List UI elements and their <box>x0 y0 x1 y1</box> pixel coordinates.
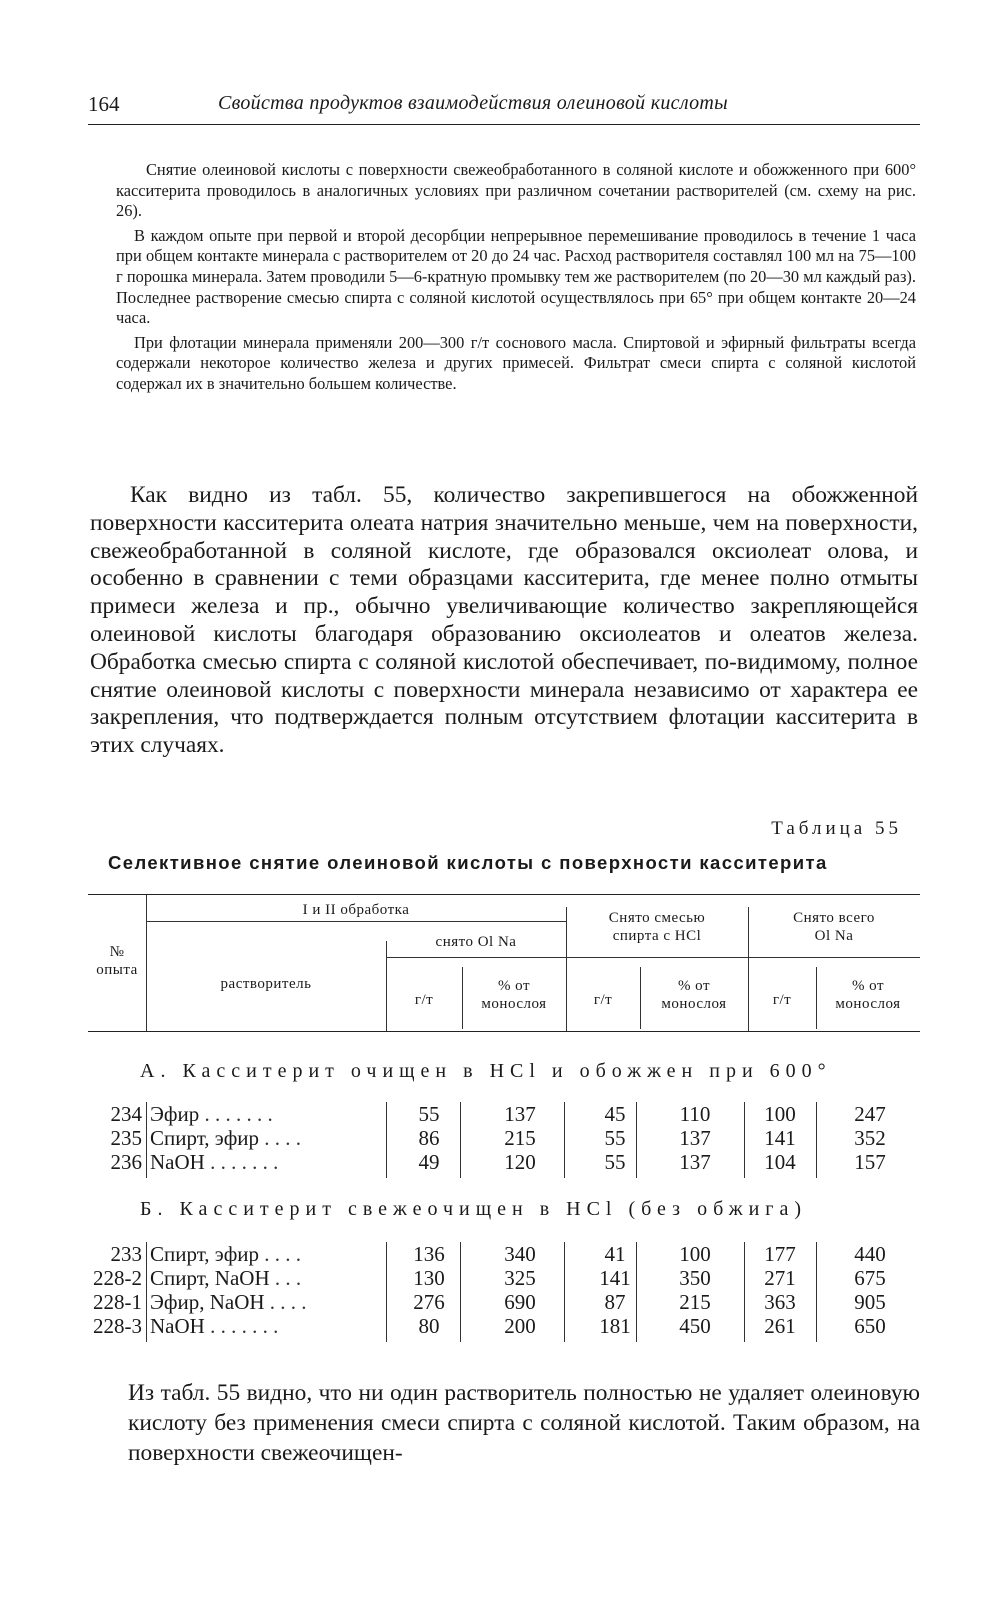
col-pct-2: % от монослоя <box>661 978 727 1012</box>
small-paragraph-2: В каждом опыте при первой и второй десорбции непрерывное перемешивание проводилось в течение 1 часа при общем контакте минерала с растворителем от 20 до 24 час. Расход растворителя составлял 100 мл на 75—100 г порошка минерала. Затем проводили 5—6-кратную промывку тем же растворителем (по 20—30 мл каждый раз). Последнее растворение смесью спирта с соляной кислотой осуществлялось при 65° при общем контакте 20—24 часа. <box>116 225 916 328</box>
col-g-t-1: г/т <box>414 992 434 1008</box>
table-row: 228-2 Спирт, NaOH . . . 130 325 141 350 271 675 <box>93 1266 886 1290</box>
page-header <box>88 88 920 125</box>
main-paragraph: Как видно из табл. 55, количество закрепившегося на обожженной поверхности касситерита олеата натрия значительно меньше, чем на поверхности, свежеобработанной в соляной кислоте, где образовался оксиолеат олова, и особенно в сравнении с теми образцами касситерита, где менее полно отмыты примеси железа и пр., обычно увеличивающие количество закрепляющейся олеиновой кислоты благодаря образованию оксиолеатов и олеатов железа. Обработка смесью спирта с соляной кислотой обеспечивает, по-видимому, полное снятие олеиновой кислоты с поверхности минерала независимо от характера ее закрепления, что подтверждается полным отсутствием флотации касситерита в этих случаях. <box>90 482 918 759</box>
table-row: 234 Эфир . . . . . . . 55 137 45 110 100 247 <box>110 1102 886 1126</box>
col-removed-mix: Снято смесью спирта с HCl <box>608 910 706 944</box>
table-row: 228-1 Эфир, NaOH . . . . 276 690 87 215 363 905 <box>93 1290 886 1314</box>
col-removed-olna: снято Ol Na <box>435 934 517 950</box>
section-a-title: А. Касситерит очищен в HCl и обожжен при 600° <box>140 1060 832 1082</box>
col-pct-3: % от монослоя <box>835 978 901 1012</box>
table-caption: Селективное снятие олеиновой кислоты с поверхности касситерита <box>108 852 828 873</box>
col-exp-no: № опыта <box>96 944 138 978</box>
running-title: Свойства продуктов взаимодействия олеиновой кислоты <box>218 92 728 114</box>
closing-text-section <box>128 1378 920 1468</box>
col-pct-1: % от монослоя <box>481 978 547 1012</box>
small-print-section <box>116 160 916 399</box>
table-row: 228-3 NaOH . . . . . . . 80 200 181 450 261 650 <box>93 1314 886 1338</box>
col-g-t-3: г/т <box>772 992 792 1008</box>
main-text-section <box>90 482 918 760</box>
table-header <box>88 894 920 1032</box>
page-number: 164 <box>88 92 120 116</box>
table-row: 233 Спирт, эфир . . . . 136 340 41 100 177 440 <box>110 1242 886 1266</box>
section-b-title: Б. Касситерит свежеочищен в HCl (без обжига) <box>140 1198 808 1220</box>
small-paragraph-1: Снятие олеиновой кислоты с поверхности свежеобработанного в соляной кислоте и обожженного при 600° касситерита проводилось в аналогичных условиях при различном сочетании растворителей (см. схему на рис. 26). <box>116 160 916 221</box>
table-row: 235 Спирт, эфир . . . . 86 215 55 137 141 352 <box>110 1126 886 1150</box>
col-treatment: I и II обработка <box>302 902 410 918</box>
col-g-t-2: г/т <box>593 992 613 1008</box>
col-removed-total: Снято всего Ol Na <box>793 910 875 944</box>
closing-paragraph: Из табл. 55 видно, что ни один растворитель полностью не удаляет олеиновую кислоту без применения смеси спирта с соляной кислотой. Таким образом, на поверхности свежеочищен- <box>128 1380 920 1466</box>
small-paragraph-3: При флотации минерала применяли 200—300 г/т соснового масла. Спиртовой и эфирный фильтраты всегда содержали некоторое количество железа и других примесей. Фильтрат смеси спирта с соляной кислотой содержал их в значительно большем количестве. <box>116 332 916 393</box>
table-number: Таблица 55 <box>771 818 902 839</box>
col-solvent: растворитель <box>220 976 312 992</box>
table-row: 236 NaOH . . . . . . . 49 120 55 137 104 157 <box>110 1150 886 1174</box>
